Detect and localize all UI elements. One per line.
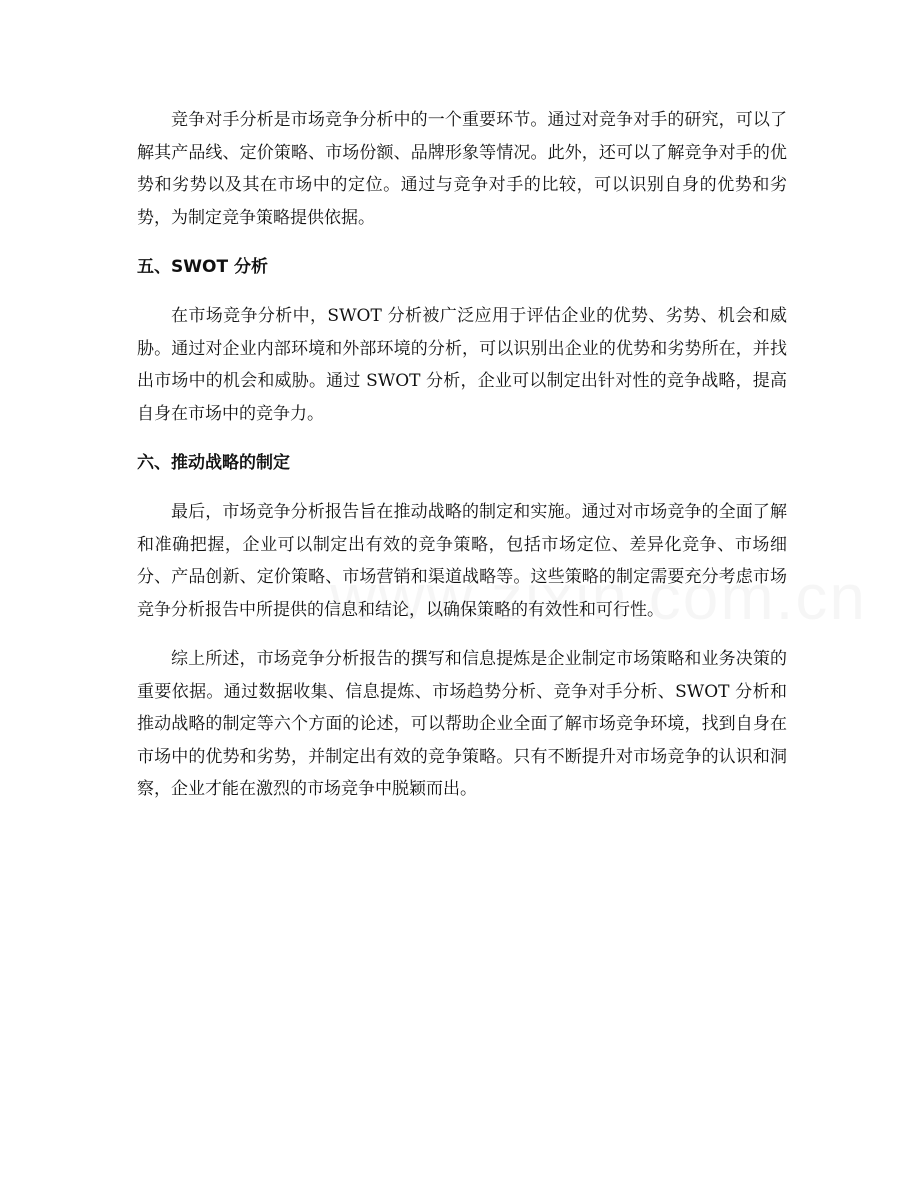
section-heading-swot: 五、SWOT 分析 [137,257,268,277]
paragraph-swot-analysis: 在市场竞争分析中，SWOT 分析被广泛应用于评估企业的优势、劣势、机会和威胁。通过对企业内部环境和外部环境的分析，可以识别出企业的优势和劣势所在，并找出市场中的机会和威胁。通过 SWOT 分析，企业可以制定出针对性的竞争战略，提高自身在市场中的竞争力。 [137,306,787,424]
section-heading-strategy: 六、推动战略的制定 [137,453,290,473]
paragraph-strategy: 最后，市场竞争分析报告旨在推动战略的制定和实施。通过对市场竞争的全面了解和准确把握，企业可以制定出有效的竞争策略，包括市场定位、差异化竞争、市场细分、产品创新、定价策略、市场营销和渠道战略等。这些策略的制定需要充分考虑市场竞争分析报告中所提供的信息和结论，以确保策略的有效性和可行性。 [137,502,787,620]
paragraph-conclusion: 综上所述，市场竞争分析报告的撰写和信息提炼是企业制定市场策略和业务决策的重要依据。通过数据收集、信息提炼、市场趋势分析、竞争对手分析、SWOT 分析和推动战略的制定等六个方面的论述，可以帮助企业全面了解市场竞争环境，找到自身在市场中的优势和劣势，并制定出有效的竞争策略。只有不断提升对市场竞争的认识和洞察，企业才能在激烈的市场竞争中脱颖而出。 [137,649,787,799]
paragraph-competitor-analysis: 竞争对手分析是市场竞争分析中的一个重要环节。通过对竞争对手的研究，可以了解其产品线、定价策略、市场份额、品牌形象等情况。此外，还可以了解竞争对手的优势和劣势以及其在市场中的定位。通过与竞争对手的比较，可以识别自身的优势和劣势，为制定竞争策略提供依据。 [137,110,787,228]
document-body [137,104,787,823]
